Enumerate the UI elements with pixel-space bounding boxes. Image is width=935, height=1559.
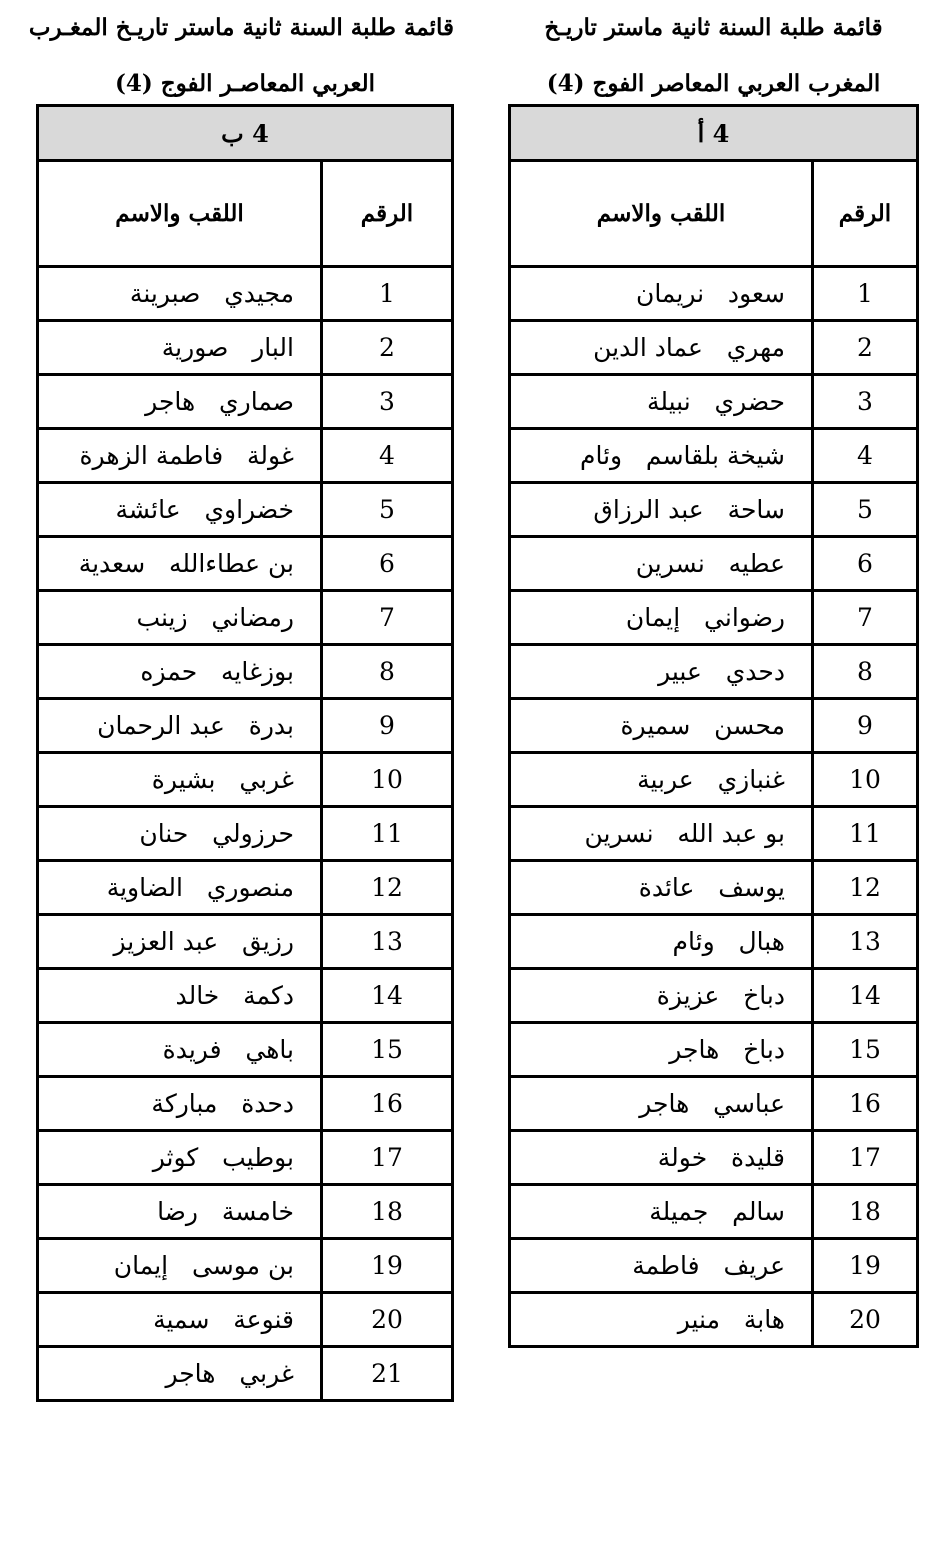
table-row: [38, 699, 453, 753]
table-row: [510, 645, 918, 699]
table-row: [38, 753, 453, 807]
row-number: 20: [813, 1293, 918, 1347]
row-number: 2: [813, 321, 918, 375]
student-name: قنوعة سمية: [38, 1293, 322, 1347]
student-name: عباسي هاجر: [510, 1077, 813, 1131]
student-name: بن عطاءالله سعدية: [38, 537, 322, 591]
row-number: 18: [322, 1185, 453, 1239]
row-number: 6: [322, 537, 453, 591]
table-row: [38, 807, 453, 861]
title-line-1: قائمة طلبة السنة ثانية ماستر تاريـخ: [544, 14, 883, 41]
table-row: [38, 1293, 453, 1347]
table-row: [510, 1239, 918, 1293]
student-name: بو عبد الله نسرين: [510, 807, 813, 861]
row-number: 5: [813, 483, 918, 537]
row-number: 5: [322, 483, 453, 537]
list-title: [28, 0, 454, 104]
table-row: [510, 321, 918, 375]
student-name: غنبازي عربية: [510, 753, 813, 807]
table-row: [38, 1023, 453, 1077]
row-number: 15: [322, 1023, 453, 1077]
row-number: 19: [322, 1239, 453, 1293]
row-number: 21: [322, 1347, 453, 1401]
list-title: [508, 0, 919, 104]
row-number: 3: [322, 375, 453, 429]
row-number: 8: [322, 645, 453, 699]
student-name: عريف فاطمة: [510, 1239, 813, 1293]
student-name: صماري هاجر: [38, 375, 322, 429]
row-number: 4: [813, 429, 918, 483]
student-name: محسن سميرة: [510, 699, 813, 753]
row-number: 17: [813, 1131, 918, 1185]
table-row: [510, 1077, 918, 1131]
row-number: 9: [813, 699, 918, 753]
table-row: [38, 321, 453, 375]
table-row: [38, 375, 453, 429]
table-row: [510, 699, 918, 753]
students-table: [508, 104, 919, 1348]
table-row: [510, 375, 918, 429]
table-row: [510, 915, 918, 969]
row-number: 8: [813, 645, 918, 699]
row-number: 1: [813, 267, 918, 321]
table-row: [510, 1131, 918, 1185]
table-row: [38, 1077, 453, 1131]
students-table: [36, 104, 454, 1402]
student-name: دباخ هاجر: [510, 1023, 813, 1077]
table-row: [38, 915, 453, 969]
row-number: 13: [813, 915, 918, 969]
student-name: مجيدي صبرينة: [38, 267, 322, 321]
student-name: سعود نريمان: [510, 267, 813, 321]
student-name: دباخ عزيزة: [510, 969, 813, 1023]
student-name: بوزغايه حمزه: [38, 645, 322, 699]
row-number: 7: [322, 591, 453, 645]
student-name: دحدة مباركة: [38, 1077, 322, 1131]
title-line-2: العربي المعاصـر الفوج (4): [114, 70, 376, 97]
title-line-1: قائمة طلبة السنة ثانية ماستر تاريـخ المغـرب: [28, 14, 454, 41]
student-name: عطيه نسرين: [510, 537, 813, 591]
student-name: خضراوي عائشة: [38, 483, 322, 537]
table-row: [510, 1023, 918, 1077]
row-number: 11: [813, 807, 918, 861]
table-row: [38, 969, 453, 1023]
row-number: 4: [322, 429, 453, 483]
table-row: [510, 483, 918, 537]
table-row: [510, 807, 918, 861]
row-number: 9: [322, 699, 453, 753]
table-row: [510, 753, 918, 807]
row-number: 13: [322, 915, 453, 969]
student-name: حرزولي حنان: [38, 807, 322, 861]
table-row: [38, 1185, 453, 1239]
student-name: باهي فريدة: [38, 1023, 322, 1077]
table-row: [38, 429, 453, 483]
student-list-group-a: [508, 0, 919, 1348]
student-name: هابة منير: [510, 1293, 813, 1347]
table-row: [510, 861, 918, 915]
column-header-number: الرقم: [322, 161, 453, 267]
student-name: بن موسى إيمان: [38, 1239, 322, 1293]
row-number: 3: [813, 375, 918, 429]
table-row: [38, 1131, 453, 1185]
student-name: بوطيب كوثر: [38, 1131, 322, 1185]
student-name: غربي هاجر: [38, 1347, 322, 1401]
student-name: خامسة رضا: [38, 1185, 322, 1239]
student-name: دحدي عبير: [510, 645, 813, 699]
row-number: 10: [813, 753, 918, 807]
table-row: [510, 1185, 918, 1239]
column-header-row: [38, 161, 453, 267]
row-number: 16: [813, 1077, 918, 1131]
table-row: [38, 267, 453, 321]
student-name: شيخة بلقاسم وئام: [510, 429, 813, 483]
student-name: سالم جميلة: [510, 1185, 813, 1239]
table-row: [38, 1239, 453, 1293]
row-number: 11: [322, 807, 453, 861]
student-name: ساحة عبد الرزاق: [510, 483, 813, 537]
row-number: 12: [813, 861, 918, 915]
table-row: [510, 267, 918, 321]
table-row: [38, 861, 453, 915]
row-number: 7: [813, 591, 918, 645]
student-list-group-b: [28, 0, 454, 1402]
row-number: 14: [813, 969, 918, 1023]
table-row: [38, 483, 453, 537]
table-row: [510, 537, 918, 591]
row-number: 12: [322, 861, 453, 915]
student-name: قليدة خولة: [510, 1131, 813, 1185]
row-number: 16: [322, 1077, 453, 1131]
row-number: 2: [322, 321, 453, 375]
title-line-2: المغرب العربي المعاصر الفوج (4): [546, 70, 881, 97]
student-name: البار صورية: [38, 321, 322, 375]
row-number: 10: [322, 753, 453, 807]
student-name: رمضاني زينب: [38, 591, 322, 645]
column-header-number: الرقم: [813, 161, 918, 267]
table-row: [510, 429, 918, 483]
row-number: 18: [813, 1185, 918, 1239]
row-number: 14: [322, 969, 453, 1023]
student-name: منصوري الضاوية: [38, 861, 322, 915]
group-header-row: [38, 106, 453, 161]
table-body: [510, 267, 918, 1347]
row-number: 19: [813, 1239, 918, 1293]
student-name: دكمة خالد: [38, 969, 322, 1023]
student-name: غولة فاطمة الزهرة: [38, 429, 322, 483]
student-name: بدرة عبد الرحمان: [38, 699, 322, 753]
student-name: رضواني إيمان: [510, 591, 813, 645]
table-row: [510, 969, 918, 1023]
row-number: 17: [322, 1131, 453, 1185]
student-name: حضري نبيلة: [510, 375, 813, 429]
student-name: يوسف عائدة: [510, 861, 813, 915]
table-row: [38, 537, 453, 591]
column-header-name: اللقب والاسم: [38, 161, 322, 267]
table-row: [38, 1347, 453, 1401]
table-row: [510, 1293, 918, 1347]
student-name: مهري عماد الدين: [510, 321, 813, 375]
row-number: 6: [813, 537, 918, 591]
group-label: 4 ب: [38, 106, 453, 161]
column-header-row: [510, 161, 918, 267]
column-header-name: اللقب والاسم: [510, 161, 813, 267]
row-number: 1: [322, 267, 453, 321]
table-row: [38, 645, 453, 699]
table-row: [38, 591, 453, 645]
row-number: 15: [813, 1023, 918, 1077]
group-header-row: [510, 106, 918, 161]
row-number: 20: [322, 1293, 453, 1347]
table-row: [510, 591, 918, 645]
student-name: رزيق عبد العزيز: [38, 915, 322, 969]
student-name: غربي بشيرة: [38, 753, 322, 807]
student-name: هبال وئام: [510, 915, 813, 969]
group-label: 4 أ: [510, 106, 918, 161]
table-body: [38, 267, 453, 1401]
